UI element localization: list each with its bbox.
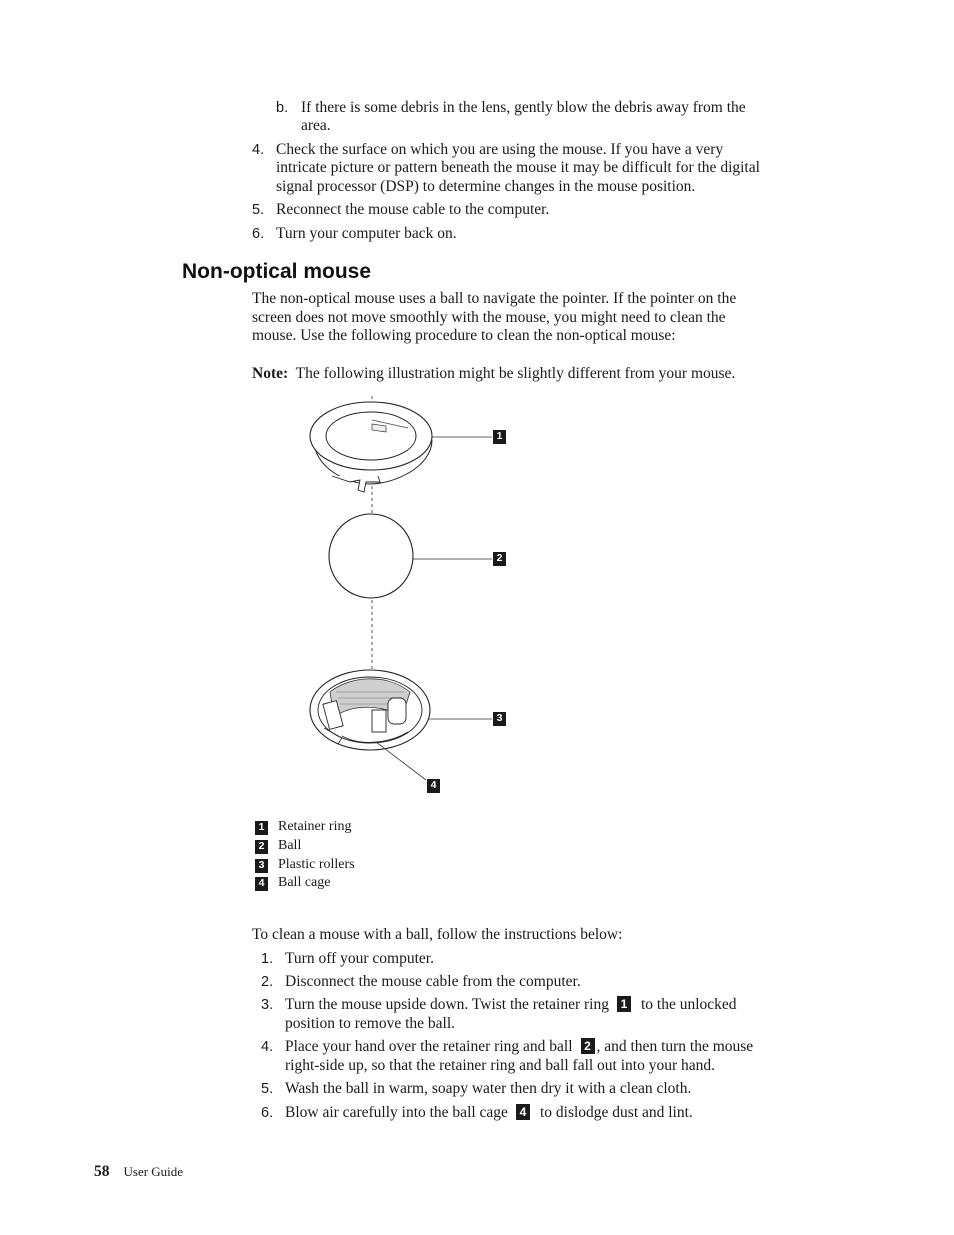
list-text: Check the surface on which you are using the mouse. If you have a very bbox=[276, 141, 724, 158]
legend-item bbox=[255, 836, 301, 854]
step-text bbox=[285, 1038, 753, 1057]
step-marker: 3. bbox=[261, 997, 274, 1013]
list-marker: 6. bbox=[252, 226, 265, 242]
callout-3: 3 bbox=[493, 712, 506, 726]
step-marker: 6. bbox=[261, 1105, 274, 1121]
step-text bbox=[285, 1104, 693, 1123]
section-title: Non-optical mouse bbox=[182, 260, 372, 283]
legend-num: 2 bbox=[255, 840, 268, 854]
step-text-part: to dislodge dust and lint. bbox=[539, 1104, 693, 1121]
callout-1: 1 bbox=[493, 430, 506, 444]
ball-drawing bbox=[329, 514, 492, 598]
step-marker: 1. bbox=[261, 951, 274, 967]
note-text: The following illustration might be slightly different from your mouse. bbox=[295, 365, 736, 382]
intro-line: The non-optical mouse uses a ball to navigate the pointer. If the pointer on the bbox=[252, 290, 737, 307]
step-marker: 5. bbox=[261, 1081, 274, 1097]
step-text-part: Turn the mouse upside down. Twist the retainer ring bbox=[285, 996, 609, 1013]
step-text-part: to the unlocked bbox=[640, 996, 737, 1013]
list-text: signal processor (DSP) to determine changes in the mouse position. bbox=[276, 178, 696, 195]
legend-num: 4 bbox=[255, 877, 268, 891]
step-text-part: Place your hand over the retainer ring and ball bbox=[285, 1038, 573, 1055]
list-marker: 4. bbox=[252, 142, 265, 158]
legend-item bbox=[255, 873, 330, 891]
ball-cage-drawing bbox=[310, 670, 492, 780]
step-text: Turn off your computer. bbox=[285, 950, 434, 967]
intro-line: mouse. Use the following procedure to clean the non-optical mouse: bbox=[252, 327, 676, 344]
step-text: Wash the ball in warm, soapy water then dry it with a clean cloth. bbox=[285, 1080, 692, 1097]
list-text: intricate picture or pattern beneath the mouse it may be difficult for the digital bbox=[276, 159, 760, 176]
step-marker: 4. bbox=[261, 1039, 274, 1055]
step-text bbox=[285, 996, 737, 1015]
legend-item bbox=[255, 817, 351, 835]
step-text: right-side up, so that the retainer ring and ball fall out into your hand. bbox=[285, 1057, 716, 1074]
instructions-intro: To clean a mouse with a ball, follow the instructions below: bbox=[252, 926, 623, 943]
callout-4: 4 bbox=[427, 779, 440, 793]
intro-line: screen does not move smoothly with the mouse, you might need to clean the bbox=[252, 309, 726, 326]
inline-callout: 4 bbox=[516, 1104, 530, 1120]
legend-item bbox=[255, 855, 355, 873]
legend-label: Ball bbox=[278, 838, 302, 853]
step-text-part: , and then turn the mouse bbox=[596, 1038, 754, 1055]
list-text: If there is some debris in the lens, gently blow the debris away from the bbox=[301, 99, 746, 116]
retainer-ring-drawing bbox=[310, 402, 492, 492]
list-marker: b. bbox=[276, 100, 289, 116]
step-text-part: Blow air carefully into the ball cage bbox=[285, 1104, 508, 1121]
list-text: Reconnect the mouse cable to the computer. bbox=[276, 201, 550, 218]
note-label: Note: bbox=[252, 365, 289, 382]
mouse-parts-illustration bbox=[290, 392, 520, 802]
inline-callout: 2 bbox=[581, 1038, 595, 1054]
page-footer bbox=[94, 1163, 183, 1181]
legend-label: Ball cage bbox=[278, 875, 331, 890]
legend-num: 1 bbox=[255, 821, 268, 835]
step-marker: 2. bbox=[261, 974, 274, 990]
callout-2: 2 bbox=[493, 552, 506, 566]
legend-label: Plastic rollers bbox=[278, 857, 355, 872]
note bbox=[252, 365, 735, 384]
list-text: Turn your computer back on. bbox=[276, 225, 457, 242]
legend-label: Retainer ring bbox=[278, 819, 352, 834]
step-text: position to remove the ball. bbox=[285, 1015, 456, 1032]
inline-callout: 1 bbox=[617, 996, 631, 1012]
footer-title: User Guide bbox=[123, 1164, 184, 1179]
list-marker: 5. bbox=[252, 202, 265, 218]
list-text: area. bbox=[301, 117, 331, 134]
legend-num: 3 bbox=[255, 859, 268, 873]
step-text: Disconnect the mouse cable from the computer. bbox=[285, 973, 581, 990]
page-number: 58 bbox=[94, 1163, 110, 1180]
